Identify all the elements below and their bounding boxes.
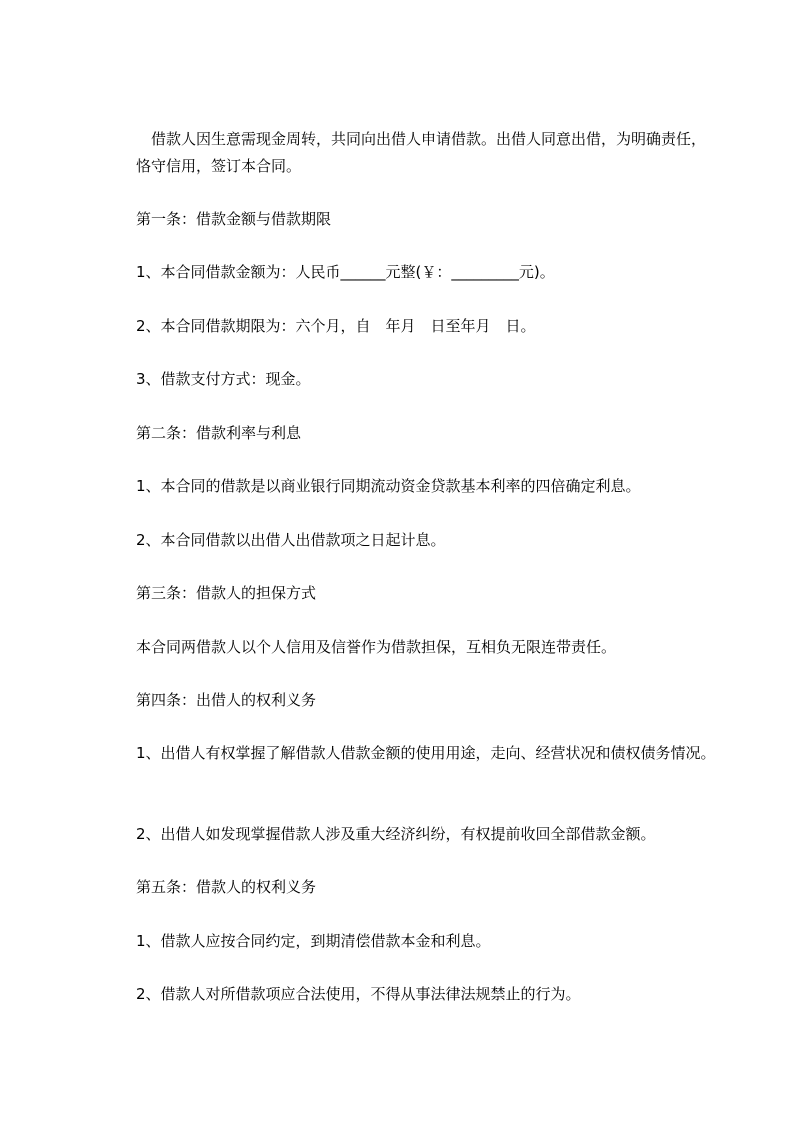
article-5-clause-2: 2、借款人对所借款项应合法使用，不得从事法律法规禁止的行为。 (136, 985, 581, 1003)
article-1-clause-3: 3、借款支付方式：现金。 (136, 370, 311, 388)
article-1-clause-1: 1、本合同借款金额为：人民币______元整(￥：_________元)。 (136, 263, 555, 281)
article-1-clause-2: 2、本合同借款期限为：六个月，自 年月 日至年月 日。 (136, 317, 536, 335)
article-5-clause-1: 1、借款人应按合同约定，到期清偿借款本金和利息。 (136, 932, 491, 950)
article-1-heading: 第一条：借款金额与借款期限 (136, 210, 332, 228)
article-4-clause-1: 1、出借人有权掌握了解借款人借款金额的使用用途，走向、经营状况和债权债务情况。 (136, 744, 716, 762)
intro-paragraph: 借款人因生意需现金周转，共同向出借人申请借款。出借人同意出借，为明确责任，恪守信用，签订本合同。 (136, 130, 707, 175)
article-2-clause-1: 1、本合同的借款是以商业银行同期流动资金贷款基本利率的四倍确定利息。 (136, 477, 641, 495)
article-5-heading: 第五条：借款人的权利义务 (136, 878, 317, 896)
article-3-heading: 第三条：借款人的担保方式 (136, 584, 317, 602)
article-2-heading: 第二条：借款利率与利息 (136, 424, 302, 442)
article-4-heading: 第四条：出借人的权利义务 (136, 691, 317, 709)
article-3-body: 本合同两借款人以个人信用及信誉作为借款担保，互相负无限连带责任。 (136, 638, 617, 656)
article-2-clause-2: 2、本合同借款以出借人出借款项之日起计息。 (136, 531, 446, 549)
article-4-clause-2: 2、出借人如发现掌握借款人涉及重大经济纠纷，有权提前收回全部借款金额。 (136, 825, 656, 843)
